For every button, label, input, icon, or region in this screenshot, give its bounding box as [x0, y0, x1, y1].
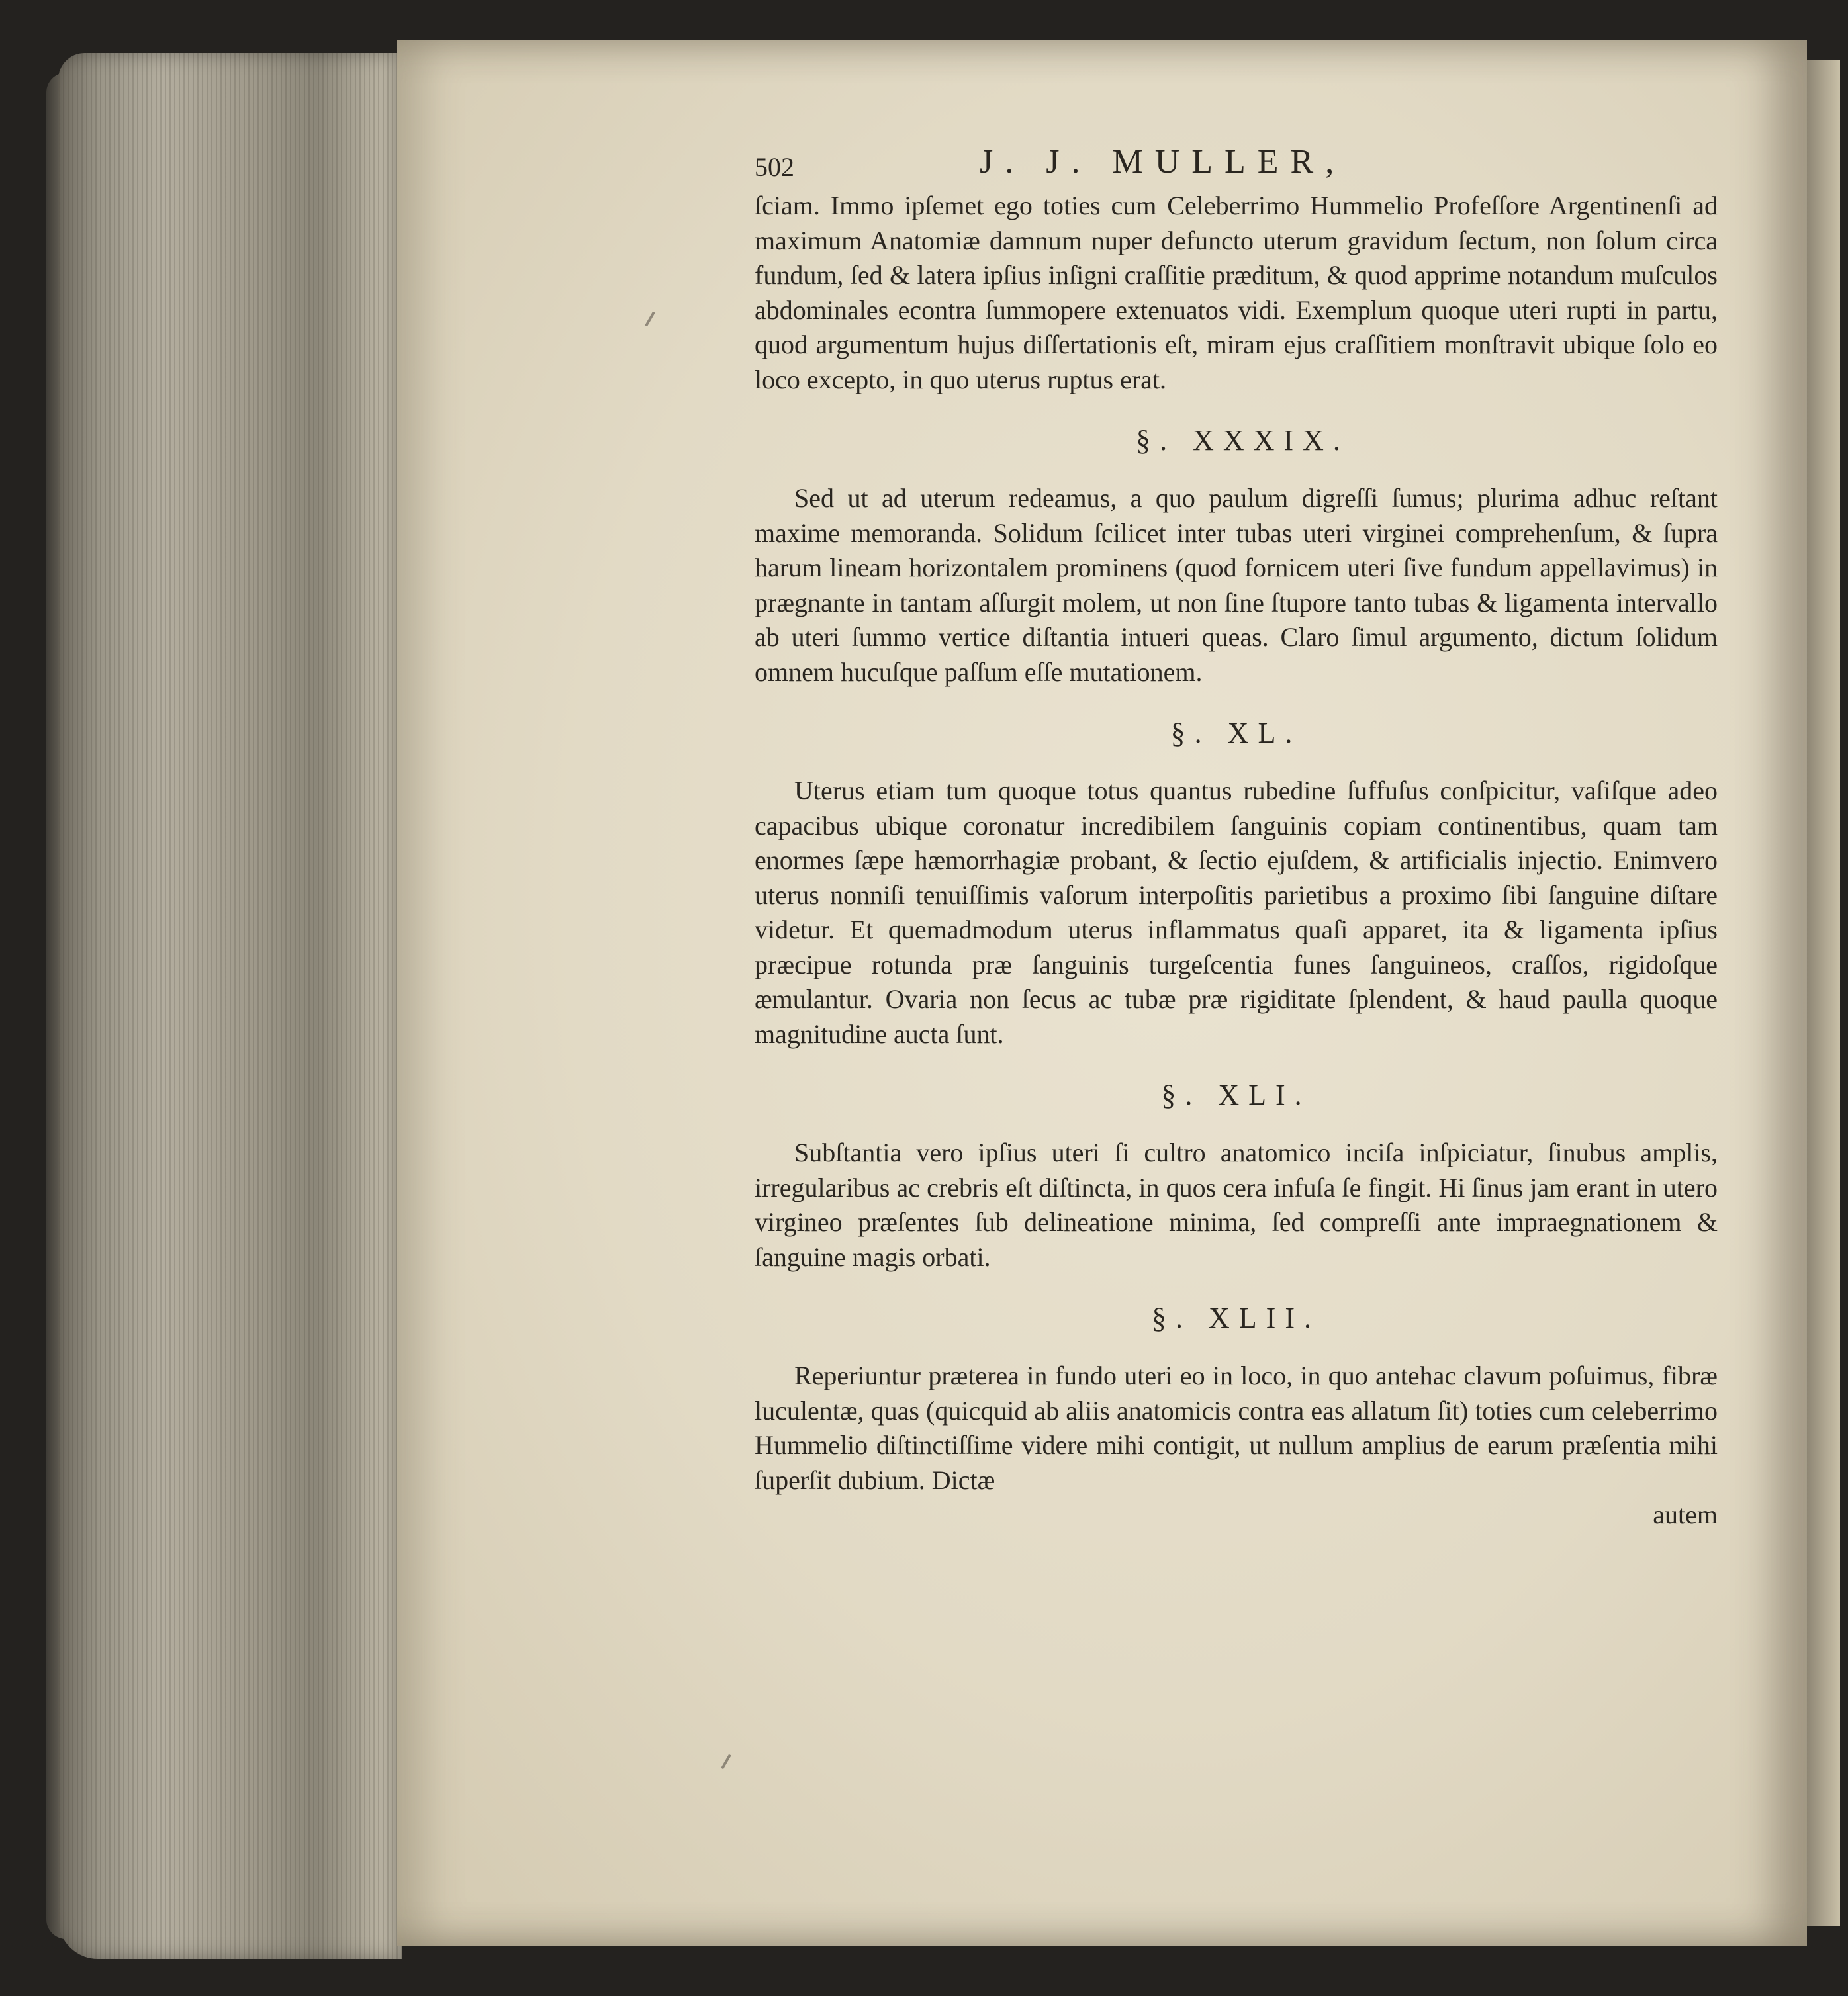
section-heading-39: §. XXXIX.	[1136, 424, 1350, 457]
intro-paragraph: ſciam. Immo ipſemet ego toties cum Celeberrimo Hummelio Profeſſore Argentinenſi ad maximum Anatomiæ damnum nuper defuncto uterum gravidum ſectum, non ſolum circa fundum, ſed & latera ipſius inſigni craſſitie præditum, & quod apprime notandum muſculos abdominales econtra ſummopere extenuatos vidi. Exemplum quoque uteri rupti in partu, quod argumentum hujus diſſertationis eſt, miram ejus craſſitiem monſtravit ubique ſolo eo loco excepto, in quo uterus ruptus erat.	[755, 191, 1718, 394]
catchword: autem	[1653, 1500, 1718, 1529]
section-text-39: Sed ut ad uterum redeamus, a quo paulum digreſſi ſumus; plurima adhuc reſtant maxime memoranda. Solidum ſcilicet inter tubas uteri virginei comprehenſum, & ſupra harum lineam horizontalem prominens (quod fornicem uteri ſive fundum appellavimus) in prægnante in tantam aſſurgit molem, ut non ſine ſtupore tanto tubas & ligamenta intervallo ab uteri ſummo vertice diſtantia intueri queas. Claro ſimul argumento, dictum ſolidum omnem hucuſque paſſum eſſe mutationem.	[755, 483, 1718, 687]
section-heading-41: §. XLI.	[1161, 1079, 1311, 1111]
facing-page-edge	[1807, 60, 1840, 1926]
page-edges	[58, 53, 402, 1959]
section-text-42: Reperiuntur præterea in fundo uteri eo in loco, in quo antehac clavum poſuimus, fibræ luculentæ, quas (quicquid ab aliis anatomicis contra eas allatum ſit) toties cum celeberrimo Hummelio diſtinctiſſime videre mihi contigit, ut nullum amplius de earum præſentia mihi ſuperſit dubium. Dictæ	[755, 1361, 1718, 1495]
section-text-40: Uterus etiam tum quoque totus quantus rubedine ſuffuſus conſpicitur, vaſiſque adeo capacibus ubique coronatur incredibilem ſanguinis copiam continentibus, quam tam enormes ſæpe hæmorrhagiæ probant, & ſectio ejuſdem, & artificialis injectio. Enimvero uterus nonniſi tenuiſſimis vaſorum interpoſitis parietibus a proximo ſibi ſanguine diſtare videtur. Et quemadmodum uterus inflammatus quaſi apparet, ita & ligamenta ipſius præcipue rotunda præ ſanguinis turgeſcentia funes ſanguineos, craſſos, rigidoſque æmulantur. Ovaria non ſecus ac tubæ præ rigiditate ſplendent, & haud paulla quoque magnitudine aucta ſunt.	[755, 776, 1718, 1049]
running-head	[755, 142, 1718, 189]
page-number: 502	[755, 152, 794, 182]
section-heading-40: §. XL.	[1170, 717, 1302, 749]
section-text-41: Subſtantia vero ipſius uteri ſi cultro anatomico inciſa inſpiciatur, ſinubus amplis, irregularibus ac crebris eſt diſtincta, in quos cera infuſa ſe fingit. Hi ſinus jam erant in utero virgineo præſentes ſub delineatione minima, ſed compreſſi ante impraegnationem & ſanguine magis orbati.	[755, 1138, 1718, 1272]
section-heading-42: §. XLII.	[1152, 1302, 1320, 1334]
page-text	[755, 142, 1718, 1532]
running-title: J. J. MULLER,	[980, 143, 1346, 181]
